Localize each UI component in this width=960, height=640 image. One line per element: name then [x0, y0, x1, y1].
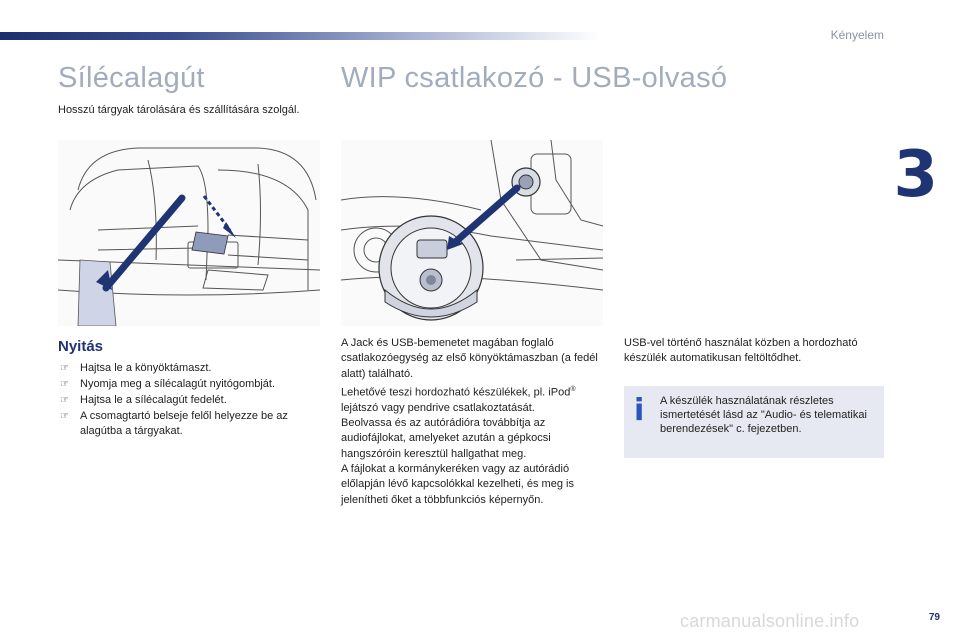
ski-hatch-intro: Hosszú tárgyak tárolására és szállítására szolgál.	[58, 104, 300, 116]
hand-pointer-icon: ☞	[60, 363, 69, 374]
chapter-title: Kényelem	[830, 28, 884, 42]
rear-seat-ski-hatch-illustration	[58, 140, 320, 326]
subtitle-opening: Nyitás	[58, 338, 104, 355]
list-item: ☞ Hajtsa le a könyöktámaszt.	[60, 362, 212, 374]
page-number: 79	[928, 612, 940, 623]
watermark: carmanualsonline.info	[680, 611, 860, 631]
usb-description: A Jack és USB-bemenetet magában foglaló csatlakozóegység az első könyöktámaszban (a fedél alatt) található. Lehetővé teszi hordozható készülékek, pl. iPod® lejátszó vagy pendrive csatlakoztatását. Beolvassa és az autórádióra továbbítja az audiofájlokat, amelyeket azután a gépkocsi hangszóróin keresztül hallgathat meg. A fájlokat a kormánykeréken vagy az autórádió előlapján lévő kapcsolókkal kezelheti, és meg is jelenítheti őket a többfunkciós képernyőn.	[341, 337, 598, 506]
header-gradient-bar	[0, 32, 600, 40]
info-icon: i	[634, 393, 645, 428]
info-note-box	[624, 386, 884, 458]
hand-pointer-icon: ☞	[60, 411, 69, 422]
list-item: ☞ Hajtsa le a sílécalagút fedelét.	[60, 394, 227, 406]
info-note-text: A készülék használatának részletes ismertetését lásd az "Audio- és telematikai berendezések" c. fejezetben.	[660, 395, 867, 435]
hand-pointer-icon: ☞	[60, 395, 69, 406]
list-item: ☞ Nyomja meg a sílécalagút nyitógombját.	[60, 378, 276, 390]
section-title-usb: WIP csatlakozó - USB-olvasó	[341, 62, 728, 94]
opening-steps-list	[60, 361, 322, 440]
usb-charging-note: USB-vel történő használat közben a hordozható készülék automatikusan feltöltődhet.	[624, 337, 858, 365]
chapter-number: 3	[893, 138, 938, 212]
hand-pointer-icon: ☞	[60, 379, 69, 390]
section-title-ski-hatch: Sílécalagút	[58, 62, 205, 94]
usb-socket-illustration	[341, 140, 603, 326]
list-item: ☞ A csomagtartó belseje felől helyezze be az alagútba a tárgyakat.	[60, 410, 288, 437]
